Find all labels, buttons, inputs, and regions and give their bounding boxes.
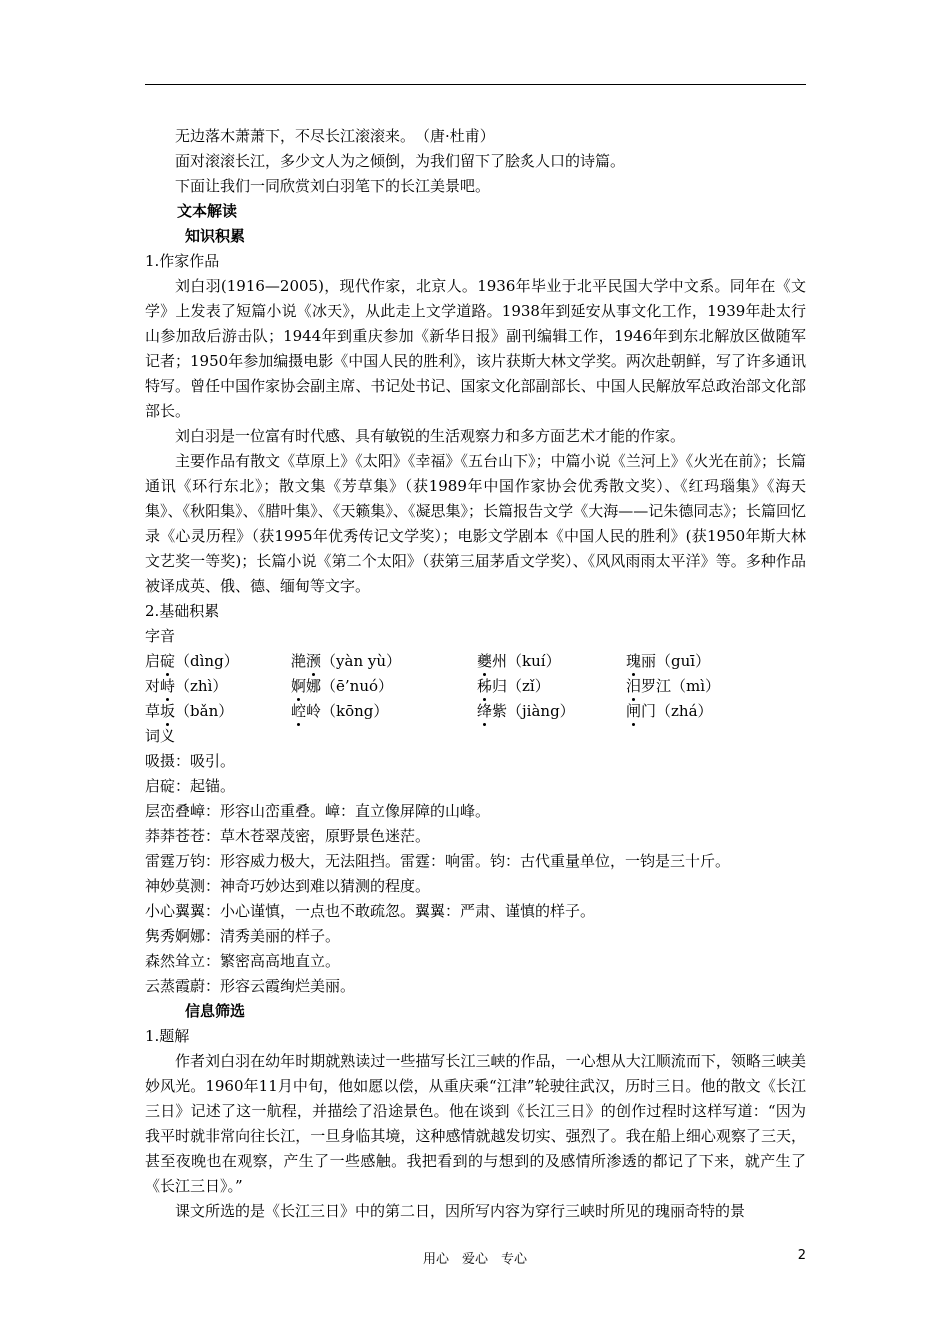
pronunciation-grid [145,649,806,724]
word-part: 归 [492,677,508,695]
intro-line: 下面让我们一同欣赏刘白羽笔下的长江美景吧。 [175,177,491,195]
dotted-character: 绛 [477,699,492,724]
meaning-item: 神妙莫测：神奇巧妙达到难以猜测的程度。 [145,877,431,895]
dotted-character: 瑰 [626,649,641,674]
pinyin: （jiàng） [507,702,575,720]
pronunciation-item [626,674,806,699]
dotted-character: 坂 [160,699,175,724]
pronunciation-item [145,649,291,674]
word-part: 丽 [641,652,657,670]
title-explanation: 课文所选的是《长江三日》中的第二日，因所写内容为穿行三峡时所见的瑰丽奇特的景 [175,1202,746,1220]
meaning-item: 层峦叠嶂：形容山峦重叠。嶂：直立像屏障的山峰。 [145,802,491,820]
pronunciation-item [291,649,477,674]
pinyin: （zhá） [656,702,713,720]
dotted-character: 碇 [160,649,175,674]
header-rule [145,84,806,85]
pronunciation-item [291,674,477,699]
meaning-item: 森然耸立：繁密高高地直立。 [145,952,341,970]
meaning-item: 吸摄：吸引。 [145,752,236,770]
dotted-character: 崆 [291,699,306,724]
subsection-heading: 信息筛选 [185,1002,246,1020]
meaning-item: 云蒸霞蔚：形容云霞绚烂美丽。 [145,977,356,995]
item-title: 1.题解 [145,1027,190,1045]
pronunciation-item [477,649,626,674]
pinyin: （zǐ） [507,677,550,695]
section-heading: 文本解读 [177,202,238,220]
dotted-character: 峙 [160,674,175,699]
title-explanation: 作者刘白羽在幼年时期就熟读过一些描写长江三峡的作品，一心想从大江顺流而下，领略三峡美妙风光。1960年11月中旬，他如愿以偿，从重庆乘“江津”轮驶往武汉，历时三日。他的散文《长江三日》记述了这一航程，并描绘了沿途景色。他在谈到《长江三日》的创作过程时这样写道：“因为我平时就非常向往长江，一旦身临其境，这种感情就越发切实、强烈了。我在船上细心观察了三天，甚至夜晚也在观察，产生了一些感触。我把看到的与想到的及感情所渗透的都记了下来，就产生了《长江三日》。” [145,1052,806,1195]
pronunciation-item [477,674,626,699]
pinyin: （dìng） [175,652,239,670]
word-part: 紫 [492,702,508,720]
pronunciation-item [626,699,806,724]
word-part: 对 [145,677,161,695]
pronunciation-item [291,699,477,724]
pinyin: （yàn yù） [321,652,402,670]
pronunciation-label: 字音 [145,627,176,645]
item-title: 1.作家作品 [145,252,220,270]
pinyin: （guī） [656,652,711,670]
dotted-character: 滪 [306,649,321,674]
pronunciation-item [477,699,626,724]
dotted-character: 闸 [626,699,641,724]
word-part: 州 [492,652,508,670]
author-traits: 刘白羽是一位富有时代感、具有敏锐的生活观察力和多方面艺术才能的作家。 [175,427,686,445]
pinyin: （kōng） [321,702,389,720]
author-works: 主要作品有散文《草原上》《太阳》《幸福》《五台山下》；中篇小说《兰河上》《火光在前》；长篇通讯《环行东北》；散文集《芳草集》（获1989年中国作家协会优秀散文奖）、《红玛瑙集》《海天集》、《秋阳集》、《腊叶集》、《天籁集》、《凝思集》；长篇报告文学《大海——记朱德同志》；长篇回忆录《心灵历程》（获1995年优秀传记文学奖）；电影文学剧本《中国人民的胜利》(获1950年斯大林文艺奖一等奖)；长篇小说《第二个太阳》（获第三届茅盾文学奖）、《风风雨雨太平洋》等。多种作品被译成英、俄、德、缅甸等文字。 [145,452,806,595]
page-number: 2 [797,1248,806,1263]
page-content [145,124,806,1224]
word-part: 娜 [306,677,322,695]
pronunciation-item [145,699,291,724]
pinyin: （ē’nuó） [321,677,394,695]
meaning-item: 启碇：起锚。 [145,777,236,795]
dotted-character: 汨 [626,674,641,699]
pronunciation-item [145,674,291,699]
pinyin: （bǎn） [175,702,234,720]
pinyin: （zhì） [175,677,228,695]
meaning-label: 词义 [145,727,176,745]
dotted-character: 婀 [291,674,306,699]
meaning-list [145,749,806,999]
pinyin: （mì） [671,677,721,695]
meaning-item: 小心翼翼：小心谨慎，一点也不敢疏忽。翼翼：严肃、谨慎的样子。 [145,902,596,920]
intro-poem: 无边落木萧萧下，不尽长江滚滚来。 （唐·杜甫） [175,127,495,145]
pronunciation-item [626,649,806,674]
word-part: 启 [145,652,161,670]
author-bio: 刘白羽(1916—2005)，现代作家，北京人。1936年毕业于北平民国大学中文系。同年在《文学》上发表了短篇小说《冰天》，从此走上文学道路。1938年到延安从事文化工作，1939年赴太行山参加敌后游击队；1944年到重庆参加《新华日报》副刊编辑工作，1946年到东北解放区做随军记者；1950年参加编摄电影《中国人民的胜利》，该片获斯大林文学奖。两次赴朝鲜，写了许多通讯特写。曾任中国作家协会副主席、书记处书记、国家文化部副部长、中国人民解放军总政治部文化部部长。 [145,277,806,420]
footer-motto: 用心 爱心 专心 [422,1252,527,1267]
meaning-item: 隽秀婀娜：清秀美丽的样子。 [145,927,341,945]
dotted-character: 夔 [477,649,492,674]
word-part: 滟 [291,652,307,670]
word-part: 岭 [306,702,322,720]
pinyin: （kuí） [507,652,561,670]
word-part: 草 [145,702,161,720]
item-title: 2.基础积累 [145,602,220,620]
dotted-character: 秭 [477,674,492,699]
word-part: 门 [641,702,657,720]
subsection-heading: 知识积累 [185,227,246,245]
word-part: 罗江 [641,677,672,695]
meaning-item: 雷霆万钧：形容威力极大，无法阻挡。雷霆：响雷。钧：古代重量单位，一钧是三十斤。 [145,852,731,870]
meaning-item: 莽莽苍苍：草木苍翠茂密，原野景色迷茫。 [145,827,431,845]
intro-line: 面对滚滚长江，多少文人为之倾倒，为我们留下了脍炙人口的诗篇。 [175,152,626,170]
